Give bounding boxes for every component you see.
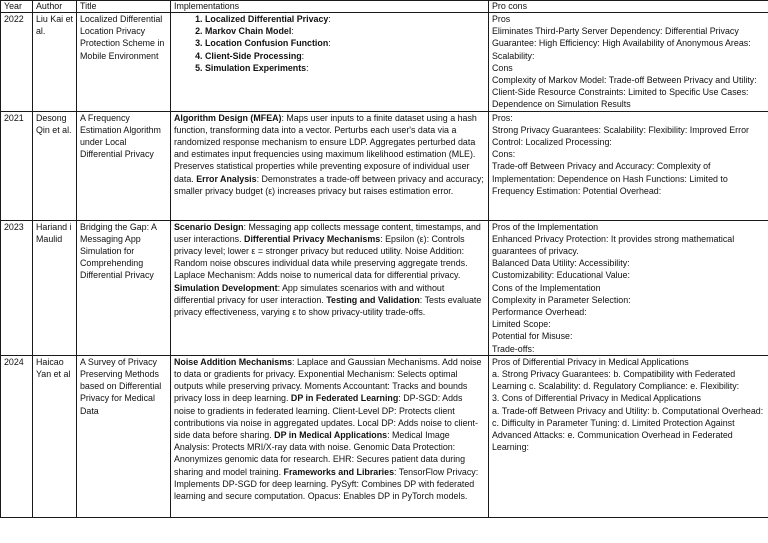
pros-heading: Pros bbox=[492, 14, 511, 24]
table-row bbox=[1, 220, 768, 355]
list-item: 5. Simulation Experiments: bbox=[205, 62, 485, 74]
pros-heading: Pros: bbox=[492, 112, 513, 123]
pros-text: Enhanced Privacy Protection: It provides strong mathematical guarantees of privacy. bbox=[492, 233, 735, 257]
author-cell: Desong Qin et al. bbox=[33, 111, 77, 220]
impl-heading: Frameworks and Libraries bbox=[283, 466, 395, 477]
year-cell: 2023 bbox=[1, 220, 33, 355]
cons-text: Complexity of Markov Model: Trade-off Between Privacy and Utility: Client-Side Resource Constraints: Limited to Specific Use Cases: Dependence on Simulation Results bbox=[492, 75, 757, 110]
list-item: 2. Markov Chain Model: bbox=[205, 25, 485, 37]
header-pros-cons: Pro cons bbox=[489, 1, 768, 13]
impl-text: : DP-SGD: Adds noise to gradients in federated learning. Client-Level DP: Protects client contributions via noise in aggregated updates. Local DP: Adds noise to client-side data before sharing. bbox=[174, 393, 478, 441]
pros-text: a. Strong Privacy Guarantees: b. Compatibility with Federated Learning c. Scalability: d. Regulatory Compliance: e. Flexibility: bbox=[492, 369, 740, 392]
cons-heading: Cons: bbox=[492, 149, 516, 160]
author-cell: Hariand i Maulid bbox=[33, 220, 77, 355]
impl-text: : Epsilon (ε): Controls privacy level; lower ε = stronger privacy but reduced utility. Noise Addition: Random noise obscures individual data while preserving aggregate trends. Laplace Mechanism: Adds noise to numerical data for differential privacy. bbox=[174, 233, 468, 281]
pros-cons-cell bbox=[489, 111, 768, 220]
pros-cons-cell bbox=[489, 220, 768, 355]
header-title: Title bbox=[77, 1, 171, 13]
cons-text: Performance Overhead: bbox=[492, 307, 587, 318]
implementations-cell bbox=[171, 220, 489, 355]
pros-text: Eliminates Third-Party Server Dependency: Differential Privacy Guarantee: High Efficiency: High Availability of Anonymous Areas: Scalability: bbox=[492, 26, 751, 61]
header-year: Year bbox=[1, 1, 33, 13]
header-row bbox=[1, 1, 768, 13]
impl-heading: Error Analysis bbox=[196, 173, 257, 184]
impl-text: : Maps user inputs to a finite dataset using a hash function, transforming data into a vector. Perturbs each user's data via a randomized response mechanism to ensure LDP. Aggregates perturbed data and estimates input frequencies using maximum likelihood estimation (MLE). Preserves statistical properties while preventing exposure of individual user data. bbox=[174, 112, 477, 184]
impl-text: : Tests evaluate privacy effectiveness, varying ε to show privacy-utility trade-offs. bbox=[174, 294, 482, 318]
impl-heading: Simulation Development bbox=[174, 282, 278, 293]
cons-text: Trade-offs: bbox=[492, 343, 535, 354]
impl-text: : Laplace and Gaussian Mechanisms. Add noise to data or gradients for privacy. Exponential Mechanism: Selects optimal outputs while preserving privacy. Moments Accountant: Tracks and bounds privacy loss in deep learning. bbox=[174, 356, 482, 404]
title-cell: Bridging the Gap: A Messaging App Simulation for Comprehending Differential Privacy bbox=[77, 220, 171, 355]
impl-text: : Messaging app collects message content, timestamps, and user interactions. bbox=[174, 221, 481, 244]
pros-heading: Pros of the Implementation bbox=[492, 221, 599, 232]
impl-heading: DP in Medical Applications bbox=[274, 430, 388, 441]
cons-heading: Cons bbox=[492, 62, 513, 73]
table-row bbox=[1, 13, 768, 112]
pros-text: Customizability: Educational Value: bbox=[492, 270, 630, 281]
table-row bbox=[1, 355, 768, 517]
author-cell: Liu Kai et al. bbox=[33, 13, 77, 112]
title-cell: A Frequency Estimation Algorithm under Local Differential Privacy bbox=[77, 111, 171, 220]
title-cell: Localized Differential Location Privacy Protection Scheme in Mobile Environment bbox=[77, 13, 171, 112]
implementations-cell bbox=[171, 13, 489, 112]
impl-heading: Testing and Validation bbox=[326, 294, 420, 305]
list-item: 1. Localized Differential Privacy: bbox=[205, 13, 485, 25]
cons-text: Complexity in Parameter Selection: bbox=[492, 294, 631, 305]
implementations-list bbox=[174, 13, 485, 74]
pros-cons-cell bbox=[489, 13, 768, 112]
table-row bbox=[1, 111, 768, 220]
pros-text: Strong Privacy Guarantees: Scalability: Flexibility: Improved Error Control: Localized Processing: bbox=[492, 124, 749, 148]
pros-text: Balanced Data Utility: Accessibility: bbox=[492, 258, 630, 269]
cons-text: Trade-off Between Privacy and Accuracy: Complexity of Implementation: Dependence on Hash Functions: Limited to Frequency Estimation: Potential Overhead: bbox=[492, 161, 728, 196]
cons-heading: 3. Cons of Differential Privacy in Medical Applications bbox=[492, 393, 701, 404]
cons-text: a. Trade-off Between Privacy and Utility: b. Computational Overhead: c. Difficulty in Parameter Tuning: d. Limited Protection Against Advanced Attacks: e. Communication Overhead in Federated Learning: bbox=[492, 405, 764, 453]
impl-heading: Scenario Design bbox=[174, 221, 244, 232]
author-cell: Haicao Yan et al bbox=[33, 355, 77, 517]
impl-text: : App simulates scenarios with and without differential privacy for user interaction. bbox=[174, 282, 445, 305]
year-cell: 2022 bbox=[1, 13, 33, 112]
impl-text: : Medical Image Analysis: Protects MRI/X-ray data with noise. Genomic Data Protection: Anonymizes genomic data for research. EHR: Secures patient data during sharing and model training. bbox=[174, 430, 466, 477]
cons-heading: Cons of the Implementation bbox=[492, 282, 601, 293]
impl-heading: Noise Addition Mechanisms bbox=[174, 356, 293, 367]
list-item: 4. Client-Side Processing: bbox=[205, 50, 485, 62]
pros-cons-cell bbox=[489, 355, 768, 517]
header-implementations: Implementations bbox=[171, 1, 489, 13]
cons-text: Limited Scope: bbox=[492, 319, 551, 330]
year-cell: 2024 bbox=[1, 355, 33, 517]
impl-heading: Differential Privacy Mechanisms bbox=[244, 233, 381, 244]
list-item: 3. Location Confusion Function: bbox=[205, 37, 485, 49]
impl-text: : TensorFlow Privacy: Implements DP-SGD for deep learning. PySyft: Combines DP with federated learning and secure computation. Opacus: Enables DP in PyTorch models. bbox=[174, 466, 479, 502]
implementations-cell bbox=[171, 355, 489, 517]
impl-heading: Algorithm Design (MFEA) bbox=[174, 112, 282, 123]
impl-heading: DP in Federated Learning bbox=[290, 393, 399, 404]
cons-text: Potential for Misuse: bbox=[492, 331, 573, 342]
implementations-cell bbox=[171, 111, 489, 220]
pros-heading: Pros of Differential Privacy in Medical Applications bbox=[492, 356, 689, 367]
impl-text: : Demonstrates a trade-off between privacy and accuracy; smaller privacy budget (ε) increases privacy but raises estimation error. bbox=[174, 173, 484, 196]
header-author: Author bbox=[33, 1, 77, 13]
title-cell: A Survey of Privacy Preserving Methods based on Differential Privacy for Medical Data bbox=[77, 355, 171, 517]
year-cell: 2021 bbox=[1, 111, 33, 220]
